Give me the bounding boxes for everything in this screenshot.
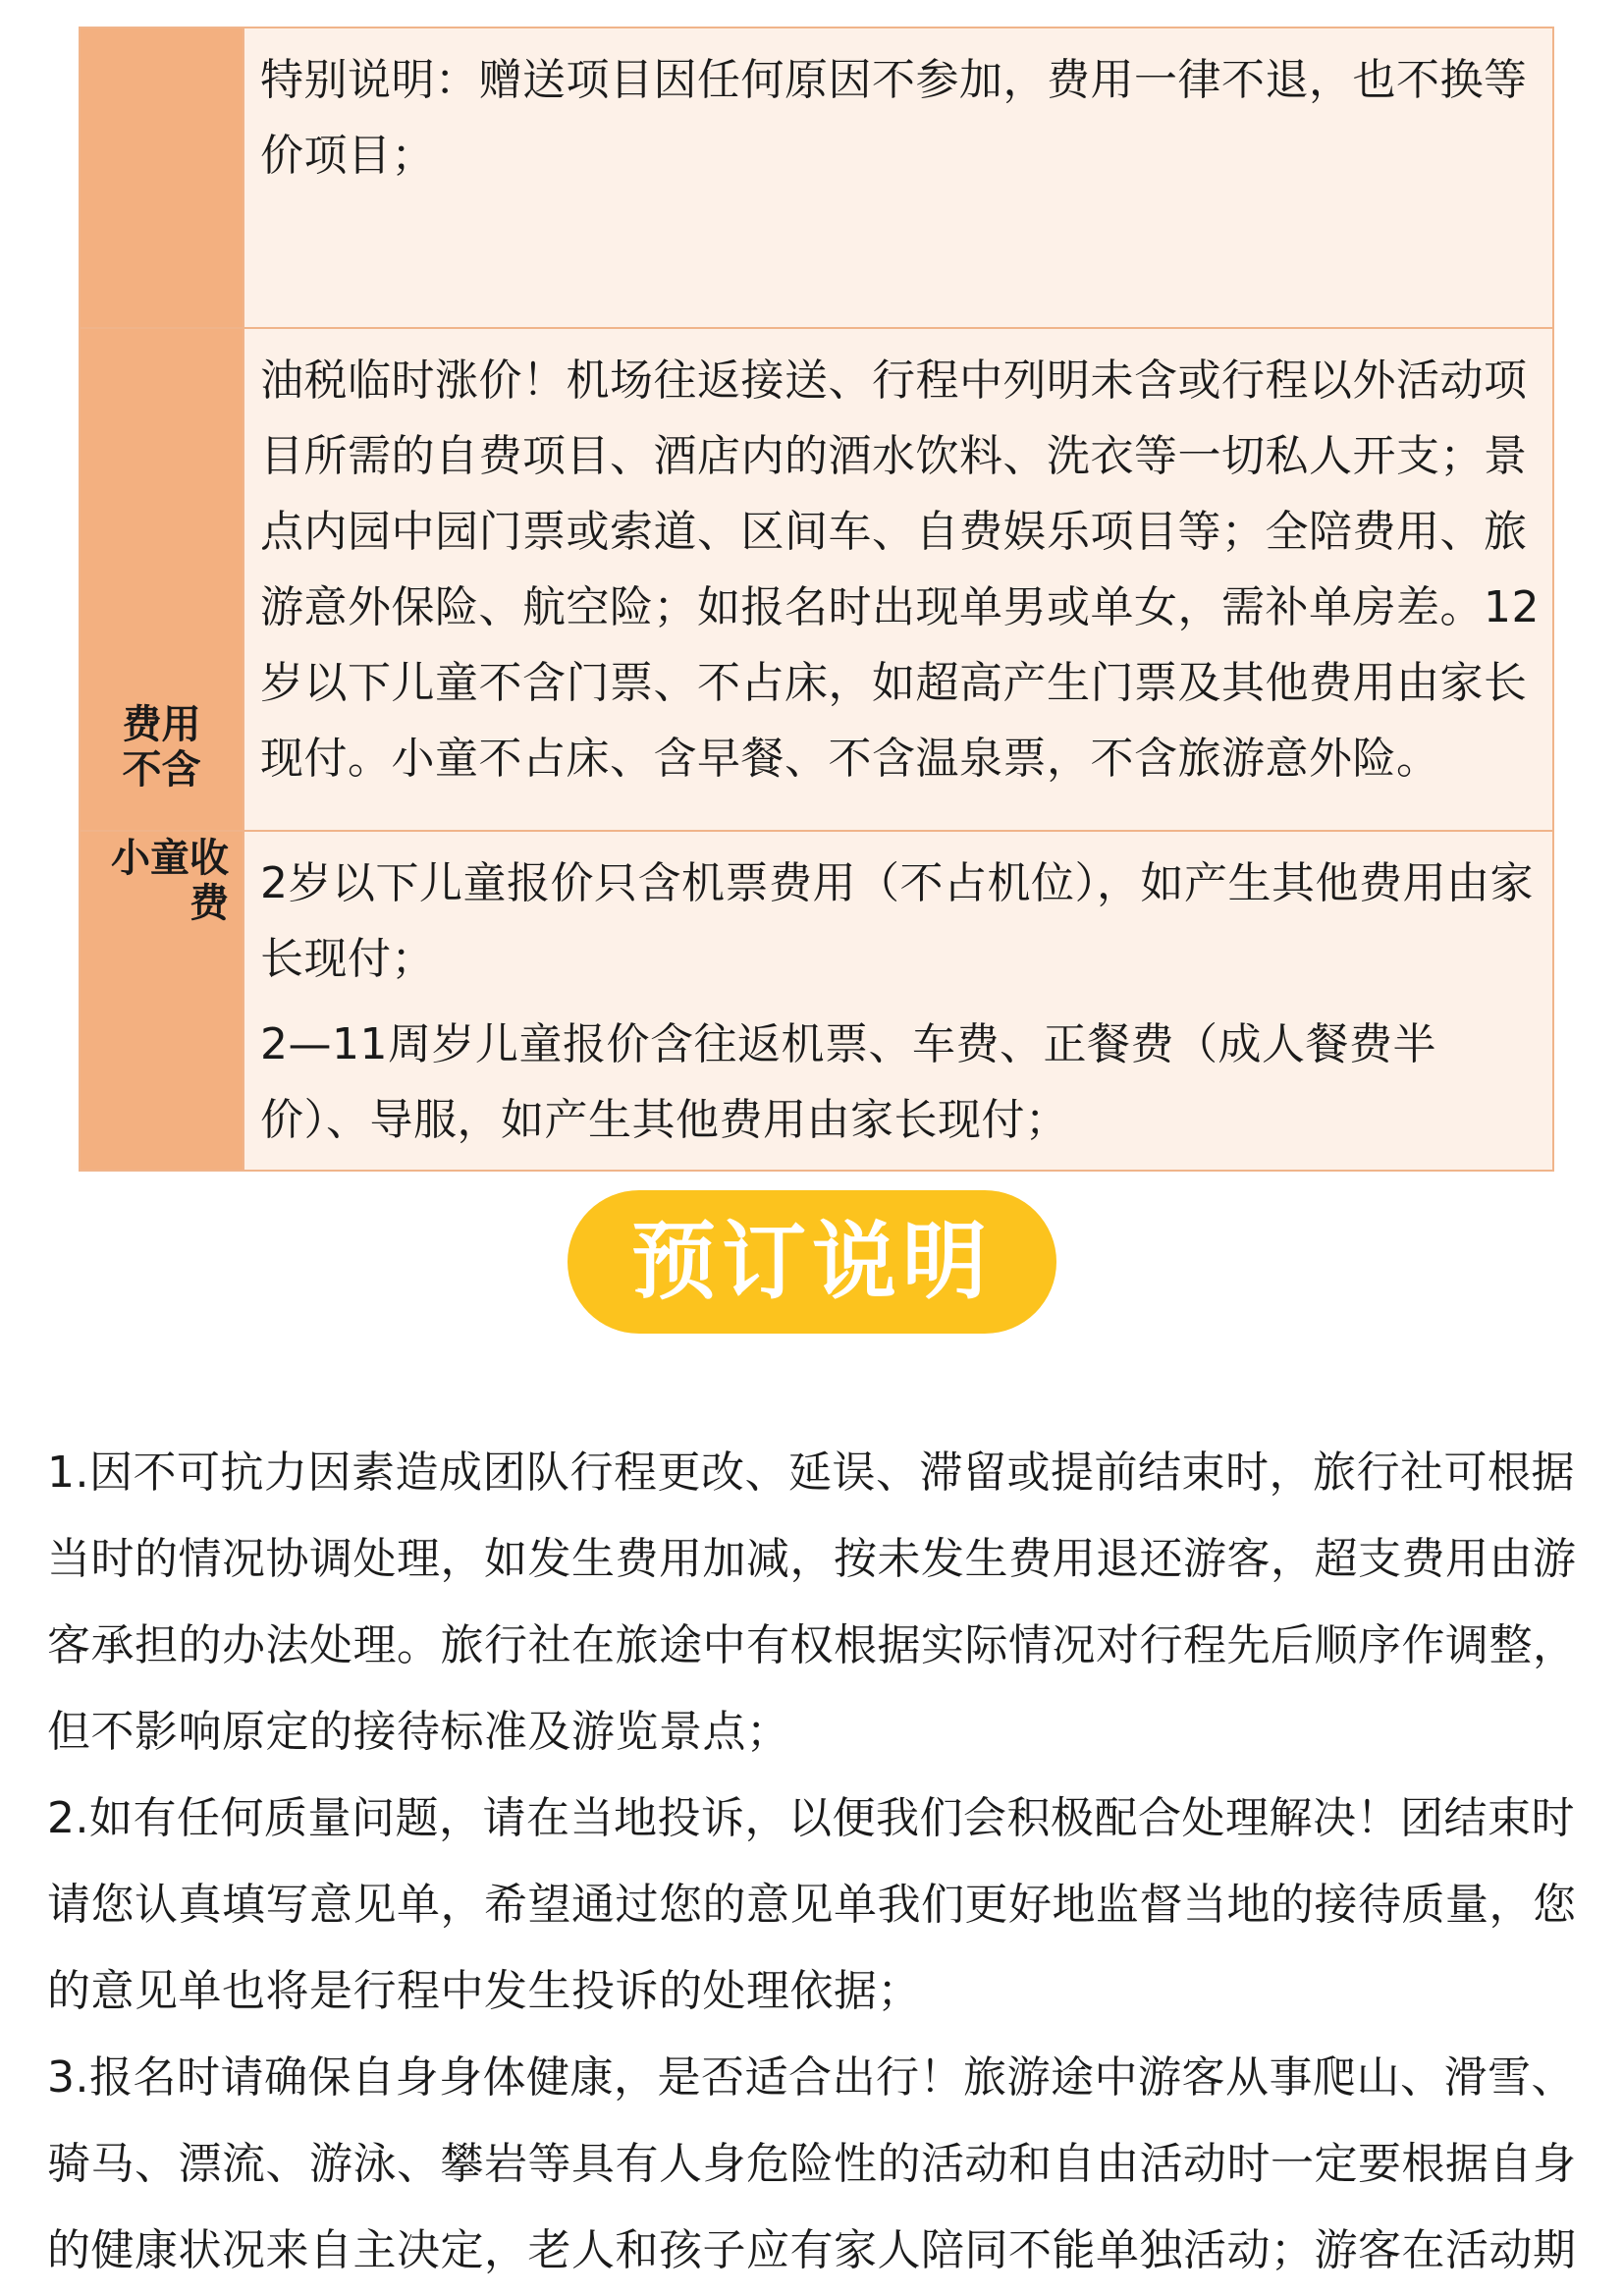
row-label-empty bbox=[80, 27, 243, 328]
table-row-fee-exclusions bbox=[80, 328, 1553, 831]
booking-notes bbox=[47, 1430, 1589, 2294]
child-fee-text bbox=[243, 831, 1553, 1171]
special-note-text: 特别说明：赠送项目因任何原因不参加，费用一律不退，也不换等价项目； bbox=[243, 27, 1553, 328]
booking-section-title: 预订说明 bbox=[568, 1190, 1056, 1334]
row-label-fee-exclusions bbox=[80, 328, 243, 831]
booking-note-2: 2.如有任何质量问题，请在当地投诉，以便我们会积极配合处理解决！团结束时请您认真填写意见单，希望通过您的意见单我们更好地监督当地的接待质量，您的意见单也将是行程中发生投诉的处理依据； bbox=[47, 1793, 1577, 2016]
table-row-special-note bbox=[80, 27, 1553, 328]
booking-note-3: 3.报名时请确保自身身体健康，是否适合出行！旅游途中游客从事爬山、滑雪、骑马、漂流、游泳、攀岩等具有人身危险性的活动和自由活动时一定要根据自身的健康状况来自主决定，老人和孩子应有家人陪同不能单独活动；游客在活动期 bbox=[47, 2052, 1577, 2275]
child-fee-label: 小童收费 bbox=[111, 836, 229, 926]
row-label-child-fee bbox=[80, 831, 243, 1171]
fee-exclusions-text: 油税临时涨价！机场往返接送、行程中列明未含或行程以外活动项目所需的自费项目、酒店内的酒水饮料、洗衣等一切私人开支；景点内园中园门票或索道、区间车、自费娱乐项目等；全陪费用、旅游意外保险、航空险；如报名时出现单男或单女，需补单房差。12岁以下儿童不含门票、不占床，如超高产生门票及其他费用由家长现付。小童不占床、含早餐、不含温泉票，不含旅游意外险。 bbox=[243, 328, 1553, 831]
fee-exclusions-label: 费用不含 bbox=[122, 702, 201, 793]
fee-table bbox=[79, 27, 1554, 1172]
child-fee-under-2: 2岁以下儿童报价只含机票费用（不占机位），如产生其他费用由家长现付； bbox=[260, 858, 1534, 984]
table-row-child-fee bbox=[80, 831, 1553, 1171]
child-fee-2-to-11: 2—11周岁儿童报价含往返机票、车费、正餐费（成人餐费半价）、导服，如产生其他费用由家长现付； bbox=[260, 1019, 1436, 1145]
booking-note-1: 1.因不可抗力因素造成团队行程更改、延误、滞留或提前结束时，旅行社可根据当时的情况协调处理，如发生费用加减，按未发生费用退还游客，超支费用由游客承担的办法处理。旅行社在旅途中有权根据实际情况对行程先后顺序作调整，但不影响原定的接待标准及游览景点； bbox=[47, 1448, 1577, 1757]
